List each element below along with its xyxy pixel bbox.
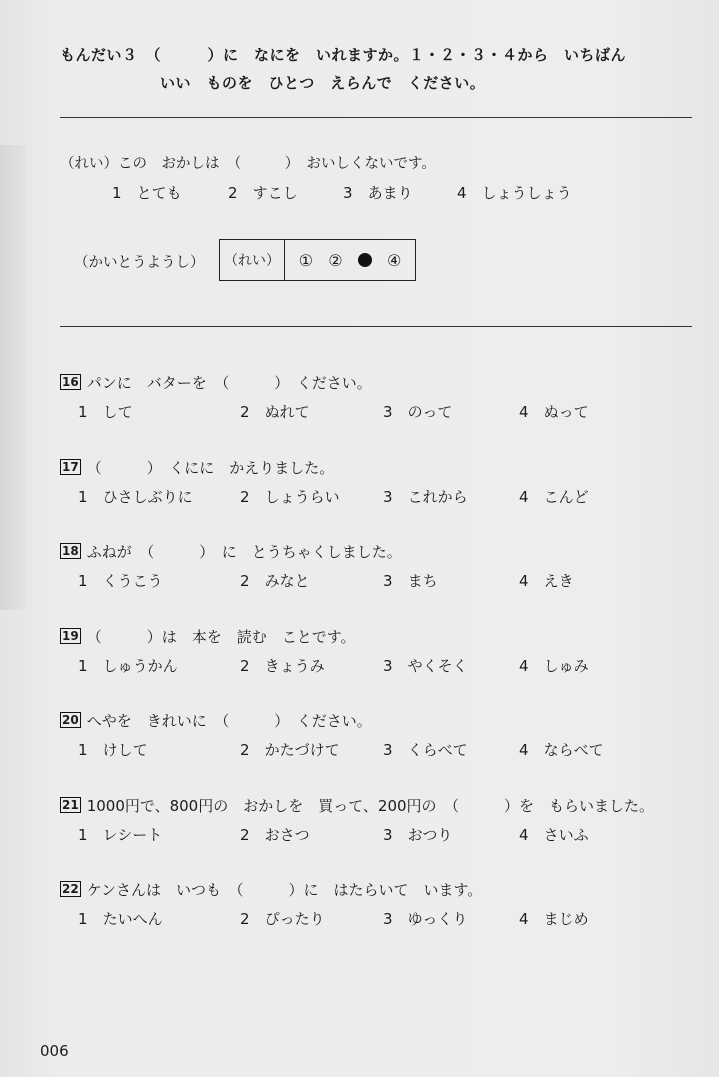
answer-option-1[interactable] xyxy=(78,908,163,929)
option-number: 1 xyxy=(78,403,88,421)
option-number: 2 xyxy=(240,488,250,506)
option-text: まち xyxy=(407,572,438,590)
option-number: 4 xyxy=(519,572,529,590)
example-option-4 xyxy=(457,182,572,203)
option-number: 4 xyxy=(519,403,529,421)
question-number: 21 xyxy=(62,798,79,812)
option-number: 2 xyxy=(240,657,250,675)
option-number: 1 xyxy=(78,572,88,590)
option-text: とても xyxy=(136,184,182,202)
question-16 xyxy=(60,372,372,393)
option-number: 4 xyxy=(519,826,529,844)
option-number: 4 xyxy=(519,910,529,928)
answer-option-1[interactable] xyxy=(78,824,162,845)
option-text: みなと xyxy=(264,572,310,590)
question-19 xyxy=(60,626,356,647)
option-number: 3 xyxy=(383,826,393,844)
option-text: これから xyxy=(407,488,468,506)
option-text: して xyxy=(102,403,133,421)
option-text: すこし xyxy=(252,184,298,202)
option-text: かたづけて xyxy=(264,741,340,759)
answer-box-label: （れい） xyxy=(220,240,285,280)
question-number: 17 xyxy=(62,460,79,474)
option-text: ぬって xyxy=(543,403,589,421)
option-text: ひさしぶりに xyxy=(102,488,193,506)
answer-bubbles xyxy=(285,251,415,270)
answer-option-4[interactable] xyxy=(519,570,574,591)
option-text: さいふ xyxy=(543,826,589,844)
example-sentence: （れい）この おかしは （ ） おいしくないです。 xyxy=(60,156,436,172)
answer-option-2[interactable] xyxy=(240,908,325,929)
answer-option-4[interactable] xyxy=(519,739,604,760)
option-number: 3 xyxy=(383,488,393,506)
option-text: レシート xyxy=(102,826,163,844)
option-text: ゆっくり xyxy=(407,910,468,928)
option-text: ぬれて xyxy=(264,403,310,421)
option-text: おさつ xyxy=(264,826,310,844)
answer-option-2[interactable] xyxy=(240,824,310,845)
option-number: 3 xyxy=(383,572,393,590)
question-number: 20 xyxy=(62,713,79,727)
bubble-1: ① xyxy=(298,250,313,270)
answer-option-3[interactable] xyxy=(383,401,452,422)
example-answer-box xyxy=(219,239,416,281)
option-number: 2 xyxy=(240,741,250,759)
option-number: 2 xyxy=(240,826,250,844)
answer-option-2[interactable] xyxy=(240,486,340,507)
option-text: あまり xyxy=(367,184,413,202)
answer-option-1[interactable] xyxy=(78,570,163,591)
question-text: ケンさんは いつも （ ）に はたらいて います。 xyxy=(86,881,483,899)
answer-option-1[interactable] xyxy=(78,739,148,760)
option-text: しょうらい xyxy=(264,488,340,506)
answer-option-3[interactable] xyxy=(383,655,468,676)
answer-option-3[interactable] xyxy=(383,570,438,591)
bubble-2: ② xyxy=(328,250,343,270)
example-option-3 xyxy=(343,182,413,203)
example-option-2 xyxy=(228,182,298,203)
option-number: 2 xyxy=(240,910,250,928)
option-number: 3 xyxy=(343,184,353,202)
answer-option-2[interactable] xyxy=(240,739,340,760)
option-number: 1 xyxy=(78,741,88,759)
option-number: 1 xyxy=(112,184,122,202)
option-number: 1 xyxy=(78,910,88,928)
question-number: 19 xyxy=(62,629,79,643)
option-text: しょうしょう xyxy=(481,184,572,202)
option-text: しゅみ xyxy=(543,657,589,675)
option-number: 2 xyxy=(240,403,250,421)
question-17 xyxy=(60,457,334,478)
option-number: 1 xyxy=(78,826,88,844)
question-number: 22 xyxy=(62,882,79,896)
answer-option-3[interactable] xyxy=(383,739,468,760)
option-text: けして xyxy=(102,741,148,759)
question-18 xyxy=(60,541,402,562)
example-option-1 xyxy=(112,182,182,203)
option-text: ならべて xyxy=(543,741,604,759)
instruction-line-1: もんだい３ （ ）に なにを いれますか。１・２・３・４から いちばん xyxy=(60,46,627,64)
answer-option-4[interactable] xyxy=(519,655,589,676)
question-20 xyxy=(60,710,372,731)
option-number: 2 xyxy=(228,184,238,202)
option-number: 4 xyxy=(519,741,529,759)
option-number: 2 xyxy=(240,572,250,590)
option-number: 3 xyxy=(383,741,393,759)
question-text: 1000円で、800円の おかしを 買って、200円の （ ）を もらいました。 xyxy=(86,797,655,815)
answer-option-2[interactable] xyxy=(240,401,310,422)
divider-top xyxy=(60,117,692,118)
answer-option-4[interactable] xyxy=(519,824,589,845)
option-text: おつり xyxy=(407,826,453,844)
option-text: ぴったり xyxy=(264,910,325,928)
answer-option-3[interactable] xyxy=(383,908,467,929)
question-number: 16 xyxy=(62,375,79,389)
question-number: 18 xyxy=(62,544,79,558)
option-number: 4 xyxy=(519,488,529,506)
option-text: のって xyxy=(407,403,453,421)
question-text: （ ）は 本を 読む ことです。 xyxy=(86,628,356,646)
question-text: ふねが （ ） に とうちゃくしました。 xyxy=(86,543,402,561)
answer-option-4[interactable] xyxy=(519,908,589,929)
page-number: 006 xyxy=(40,1042,69,1060)
answer-option-1[interactable] xyxy=(78,655,178,676)
option-number: 4 xyxy=(519,657,529,675)
answer-option-2[interactable] xyxy=(240,655,325,676)
question-text: （ ） くにに かえりました。 xyxy=(86,459,335,477)
option-text: きょうみ xyxy=(264,657,325,675)
option-text: えき xyxy=(543,572,574,590)
answer-option-3[interactable] xyxy=(383,824,452,845)
option-number: 1 xyxy=(78,657,88,675)
divider-bottom xyxy=(60,326,692,327)
bubble-4: ④ xyxy=(387,250,402,270)
option-number: 4 xyxy=(457,184,467,202)
option-number: 3 xyxy=(383,910,393,928)
option-text: くうこう xyxy=(102,572,163,590)
option-text: くらべて xyxy=(407,741,468,759)
option-number: 3 xyxy=(383,403,393,421)
answer-option-3[interactable] xyxy=(383,486,468,507)
option-number: 3 xyxy=(383,657,393,675)
question-21 xyxy=(60,795,654,816)
option-text: まじめ xyxy=(543,910,589,928)
question-22 xyxy=(60,879,482,900)
answer-sheet-label: （かいとうようし） xyxy=(74,255,205,271)
option-text: しゅうかん xyxy=(102,657,178,675)
option-number: 1 xyxy=(78,488,88,506)
option-text: やくそく xyxy=(407,657,468,675)
bubble-3-filled xyxy=(358,253,372,267)
instruction-line-2: いい ものを ひとつ えらんで ください。 xyxy=(160,74,486,92)
answer-option-2[interactable] xyxy=(240,570,310,591)
answer-option-4[interactable] xyxy=(519,486,589,507)
answer-option-4[interactable] xyxy=(519,401,589,422)
option-text: こんど xyxy=(543,488,589,506)
question-text: パンに バターを （ ） ください。 xyxy=(86,374,372,392)
side-tab-strip xyxy=(0,145,26,610)
answer-option-1[interactable] xyxy=(78,401,133,422)
question-text: へやを きれいに （ ） ください。 xyxy=(86,712,372,730)
option-text: たいへん xyxy=(102,910,163,928)
answer-option-1[interactable] xyxy=(78,486,193,507)
